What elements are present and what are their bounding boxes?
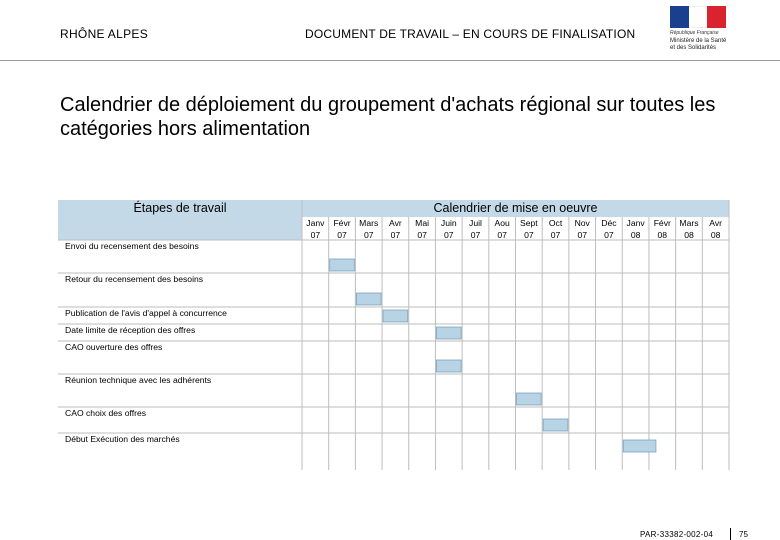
logo-ministry-text: Ministère de la Santé et des Solidarités bbox=[670, 38, 727, 51]
month-label: Aou bbox=[494, 218, 510, 228]
month-year-label: 07 bbox=[524, 230, 534, 240]
month-year-label: 07 bbox=[310, 230, 321, 240]
month-year-label: 07 bbox=[497, 230, 507, 240]
task-label: CAO choix des offres bbox=[65, 408, 147, 418]
task-label: Publication de l'avis d'appel à concurrence bbox=[65, 308, 227, 318]
document-status: DOCUMENT DE TRAVAIL – EN COURS DE FINALISATION bbox=[305, 27, 636, 41]
month-label: Oct bbox=[548, 218, 563, 228]
gantt-bar bbox=[356, 293, 381, 305]
month-year-label: 08 bbox=[657, 230, 668, 240]
month-year-label: 07 bbox=[444, 230, 454, 240]
task-label: Début Exécution des marchés bbox=[65, 434, 180, 444]
month-year-label: 07 bbox=[363, 230, 374, 240]
month-label: Janv bbox=[626, 218, 645, 228]
month-label: Févr bbox=[333, 218, 351, 228]
footer-divider bbox=[730, 528, 731, 540]
region-label: RHÔNE ALPES bbox=[60, 27, 148, 41]
calendar-header-label: Calendrier de mise en oeuvre bbox=[433, 201, 598, 215]
document-reference: PAR-33382-002-04 bbox=[640, 530, 714, 539]
gantt-bar bbox=[330, 259, 355, 271]
month-label: Déc bbox=[601, 218, 617, 228]
gantt-bar bbox=[623, 440, 656, 452]
month-label: Juil bbox=[469, 218, 482, 228]
month-label: Mai bbox=[415, 218, 430, 228]
month-year-label: 08 bbox=[710, 230, 721, 240]
gantt-bar bbox=[543, 419, 568, 431]
month-year-label: 07 bbox=[470, 230, 481, 240]
page-title: Calendrier de déploiement du groupement d'achats régional sur toutes les catégories hors alimentation bbox=[60, 94, 716, 141]
gantt-bar bbox=[436, 360, 461, 372]
steps-header-label: Étapes de travail bbox=[133, 201, 227, 215]
gantt-bar bbox=[383, 310, 408, 322]
task-label: Réunion technique avec les adhérents bbox=[65, 375, 212, 385]
month-label: Nov bbox=[574, 218, 590, 228]
month-label: Mars bbox=[359, 218, 379, 228]
task-label: CAO ouverture des offres bbox=[65, 342, 163, 352]
gantt-bar bbox=[517, 393, 542, 405]
month-label: Juin bbox=[440, 218, 457, 228]
month-year-label: 07 bbox=[604, 230, 614, 240]
month-label: Avr bbox=[389, 218, 402, 228]
month-year-label: 07 bbox=[337, 230, 347, 240]
month-year-label: 08 bbox=[684, 230, 694, 240]
page-number: 75 bbox=[739, 530, 748, 539]
logo-republic-text: République Française bbox=[670, 30, 719, 36]
month-year-label: 08 bbox=[630, 230, 641, 240]
month-label: Avr bbox=[709, 218, 723, 228]
month-label: Mars bbox=[679, 218, 699, 228]
month-label: Sept bbox=[520, 218, 538, 228]
month-label: Févr bbox=[653, 218, 671, 228]
month-year-label: 07 bbox=[390, 230, 401, 240]
task-label: Envoi du recensement des besoins bbox=[65, 241, 199, 251]
month-year-label: 07 bbox=[577, 230, 587, 240]
month-year-label: 07 bbox=[417, 230, 427, 240]
task-label: Retour du recensement des besoins bbox=[65, 274, 204, 284]
task-label: Date limite de réception des offres bbox=[65, 325, 196, 335]
month-label: Janv bbox=[306, 218, 325, 228]
month-year-label: 07 bbox=[550, 230, 561, 240]
gantt-bar bbox=[436, 327, 461, 339]
